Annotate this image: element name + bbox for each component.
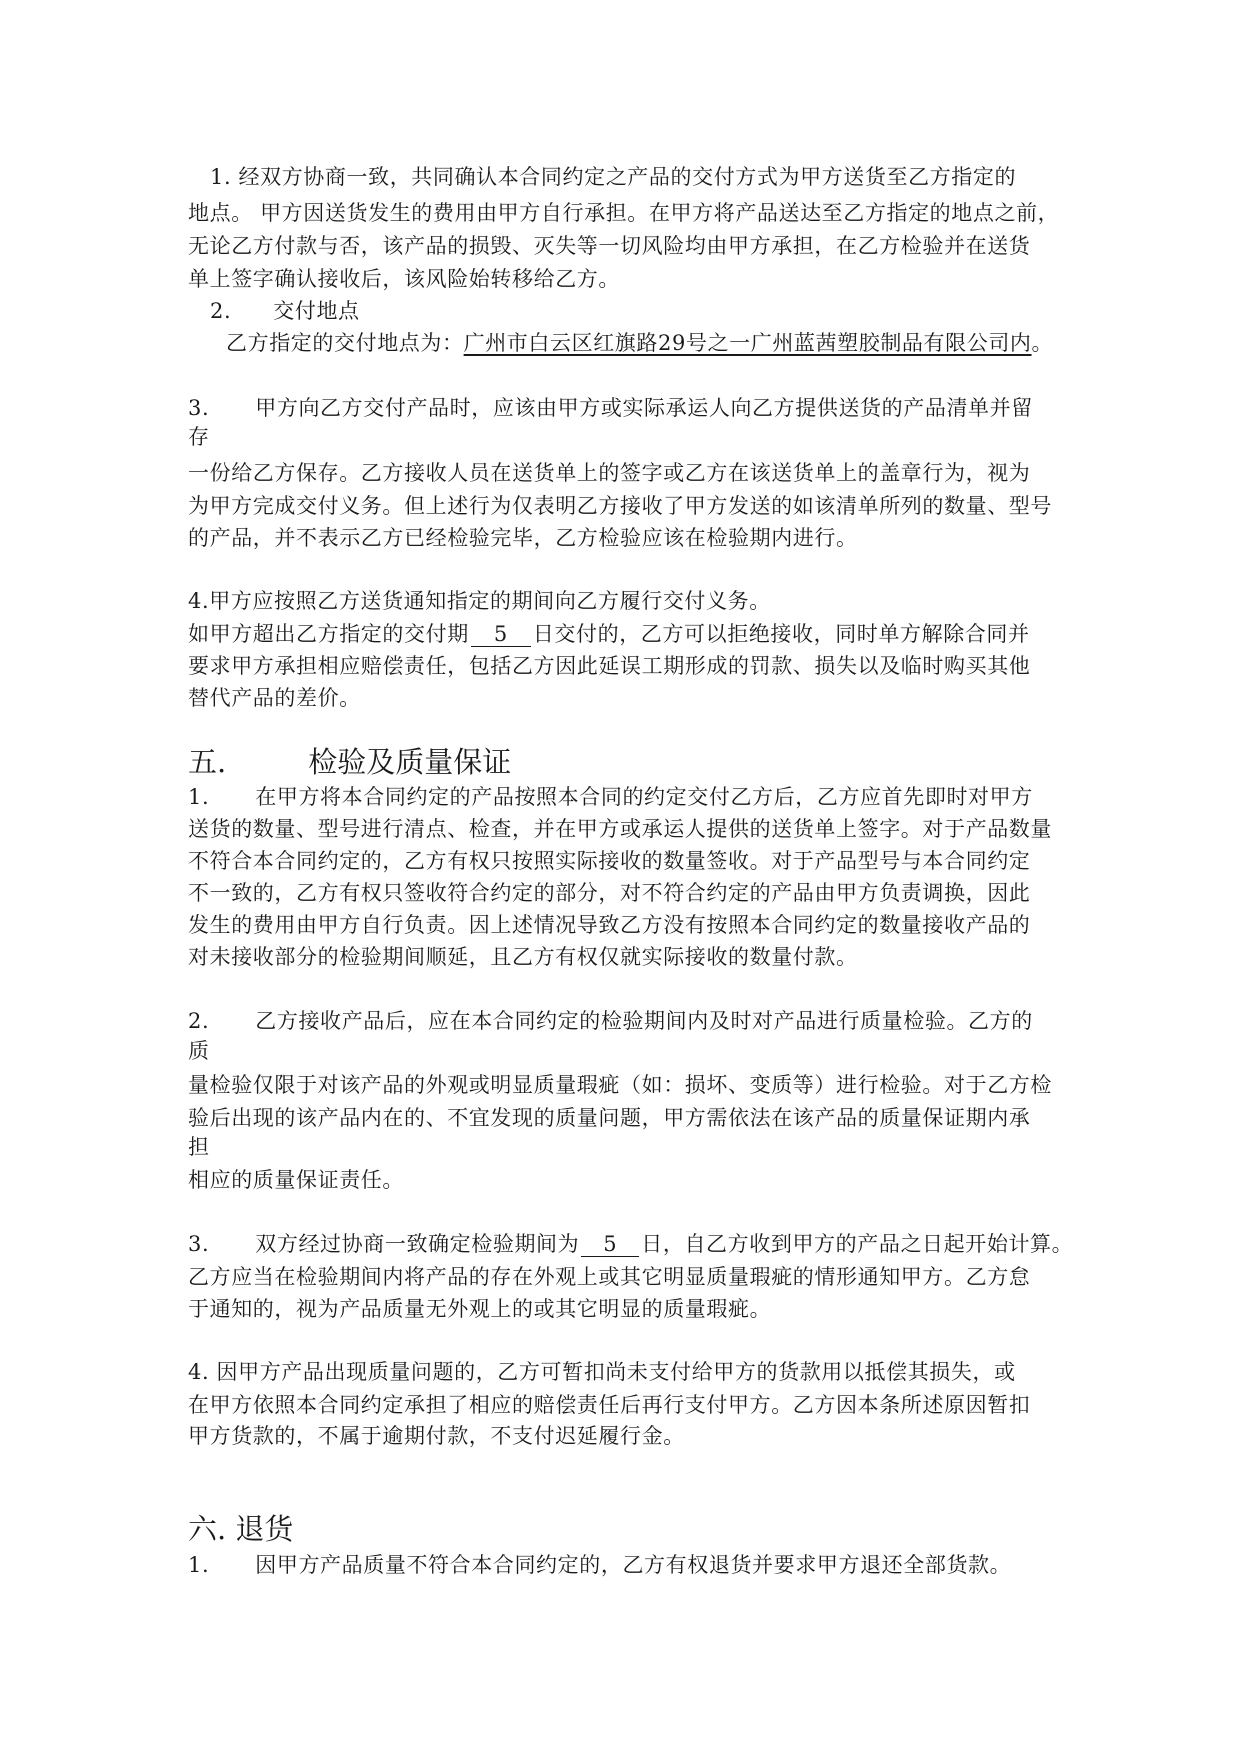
s5-p2-line2: 质	[188, 1039, 210, 1063]
s5-p1-line3: 不符合本合同约定的，乙方有权只按照实际接收的数量签收。对于产品型号与本合同约定	[188, 849, 1031, 873]
delivery-p3-line1	[188, 393, 1033, 423]
s5-p2-line1	[188, 1006, 1033, 1036]
delivery-p2-number: 2.	[210, 299, 232, 323]
s5-p3-line2: 乙方应当在检验期间内将产品的存在外观上或其它明显质量瑕疵的情形通知甲方。乙方怠	[188, 1265, 1031, 1289]
delivery-address: 广州市白云区红旗路29号之一广州蓝茜塑胶制品有限公司内	[463, 331, 1032, 355]
delivery-p1-line4: 单上签字确认接收后，该风险始转移给乙方。	[188, 267, 620, 291]
delivery-p4-line3: 要求甲方承担相应赔偿责任，包括乙方因此延误工期形成的罚款、损失以及临时购买其他	[188, 654, 1031, 678]
s5-p3-label: 双方经过协商一致确定检验期间为	[255, 1232, 580, 1256]
s5-p2-line5: 担	[188, 1135, 210, 1159]
delivery-period-days: 5	[471, 622, 531, 647]
section5-title: 检验及质量保证	[308, 745, 512, 779]
delivery-location-line	[226, 328, 1053, 358]
inspection-period-days: 5	[581, 1232, 639, 1257]
delivery-period-label: 如甲方超出乙方指定的交付期	[188, 622, 469, 646]
s5-p3-line1	[188, 1229, 1073, 1259]
delivery-p3-line2: 存	[188, 425, 210, 449]
s5-p1-number: 1.	[188, 785, 210, 809]
delivery-p4-line1: 4.甲方应按照乙方送货通知指定的期间向乙方履行交付义务。	[188, 589, 771, 613]
section6-heading: 六. 退货	[188, 1512, 294, 1546]
s6-p1-number: 1.	[188, 1553, 210, 1577]
s5-p2-text1: 乙方接收产品后，应在本合同约定的检验期间内及时对产品进行质量检验。乙方的	[255, 1009, 1033, 1033]
s5-p2-line3: 量检验仅限于对该产品的外观或明显质量瑕疵（如：损坏、变质等）进行检验。对于乙方检	[188, 1073, 1052, 1097]
s5-p2-line4: 验后出现的该产品内在的、不宜发现的质量问题，甲方需依法在该产品的质量保证期内承	[188, 1106, 1031, 1130]
s6-p1-text: 因甲方产品质量不符合本合同约定的，乙方有权退货并要求甲方退还全部货款。	[255, 1553, 1012, 1577]
s5-p2-number: 2.	[188, 1009, 210, 1033]
s5-p1-line2: 送货的数量、型号进行清点、检查，并在甲方或承运人提供的送货单上签字。对于产品数量	[188, 817, 1052, 841]
delivery-p1-line3: 无论乙方付款与否，该产品的损毁、灭失等一切风险均由甲方承担，在乙方检验并在送货	[188, 234, 1031, 258]
delivery-p3-number: 3.	[188, 396, 210, 420]
s5-p3-number: 3.	[188, 1232, 210, 1256]
s5-p2-line6: 相应的质量保证责任。	[188, 1168, 404, 1192]
delivery-p3-line3: 一份给乙方保存。乙方接收人员在送货单上的签字或乙方在该送货单上的盖章行为，视为	[188, 461, 1031, 485]
delivery-p4-line2	[188, 619, 1030, 649]
delivery-location-end: 。	[1031, 331, 1054, 355]
section5-number: 五.	[188, 745, 227, 779]
s5-p4-line1: 4. 因甲方产品出现质量问题的，乙方可暂扣尚未支付给甲方的货款用以抵偿其损失，或	[188, 1360, 1016, 1384]
delivery-p3-text1: 甲方向乙方交付产品时，应该由甲方或实际承运人向乙方提供送货的产品清单并留	[255, 396, 1033, 420]
s5-p1-line6: 对未接收部分的检验期间顺延，且乙方有权仅就实际接收的数量付款。	[188, 945, 858, 969]
section5-heading	[188, 744, 511, 780]
s5-p4-line2: 在甲方依照本合同约定承担了相应的赔偿责任后再行支付甲方。乙方因本条所述原因暂扣	[188, 1393, 1031, 1417]
delivery-p2-title: 交付地点	[273, 299, 360, 323]
s5-p4-line3: 甲方货款的，不属于逾期付款，不支付迟延履行金。	[188, 1424, 685, 1448]
delivery-p3-line5: 的产品，并不表示乙方已经检验完毕，乙方检验应该在检验期内进行。	[188, 526, 858, 550]
s5-p1-text1: 在甲方将本合同约定的产品按照本合同的约定交付乙方后，乙方应首先即时对甲方	[255, 785, 1033, 809]
s5-p1-line4: 不一致的，乙方有权只签收符合约定的部分，对不符合约定的产品由甲方负责调换，因此	[188, 881, 1031, 905]
s5-p3-text: 日，自乙方收到甲方的产品之日起开始计算。	[641, 1232, 1074, 1256]
delivery-p1-line2: 地点。 甲方因送货发生的费用由甲方自行承担。在甲方将产品送达至乙方指定的地点之前，	[188, 201, 1060, 225]
s5-p1-line1	[188, 782, 1033, 812]
s6-p1-line1	[188, 1550, 1011, 1580]
delivery-p4-line4: 替代产品的差价。	[188, 686, 361, 710]
delivery-period-text: 日交付的，乙方可以拒绝接收，同时单方解除合同并	[532, 622, 1030, 646]
delivery-p3-line4: 为甲方完成交付义务。但上述行为仅表明乙方接收了甲方发送的如该清单所列的数量、型号	[188, 494, 1052, 518]
s5-p3-line3: 于通知的，视为产品质量无外观上的或其它明显的质量瑕疵。	[188, 1297, 772, 1321]
s5-p1-line5: 发生的费用由甲方自行负责。因上述情况导致乙方没有按照本合同约定的数量接收产品的	[188, 913, 1031, 937]
delivery-p2-heading	[210, 296, 360, 326]
delivery-p1-line1: 1. 经双方协商一致，共同确认本合同约定之产品的交付方式为甲方送货至乙方指定的	[210, 165, 1017, 189]
delivery-location-label: 乙方指定的交付地点为：	[226, 331, 464, 355]
